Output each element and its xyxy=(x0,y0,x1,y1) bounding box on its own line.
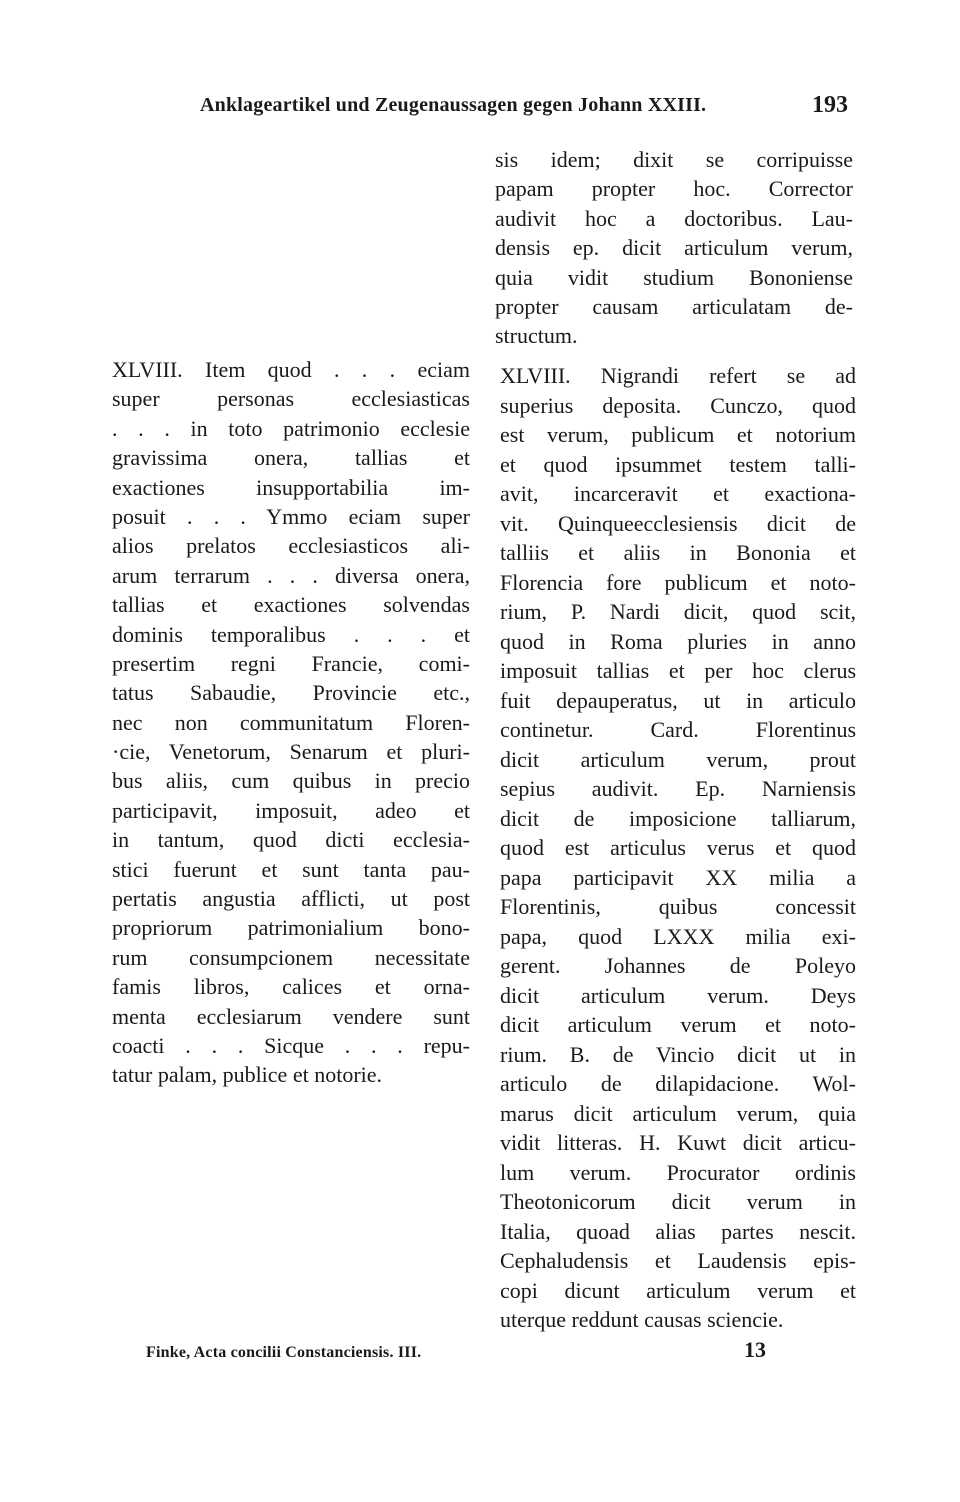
text-line: Theotonicorum dicit verum in xyxy=(500,1189,856,1214)
text-line: densis ep. dicit articulum verum, xyxy=(495,235,853,261)
text-line: dicit articulum verum, prout xyxy=(500,746,856,772)
text-line: tatus Sabaudie, Provincie etc., xyxy=(112,680,470,706)
text-line: rum consumpcionem necessitate xyxy=(112,944,470,970)
article-text-column xyxy=(112,355,470,1090)
text-line: quod in Roma pluries in anno xyxy=(500,628,856,654)
text-line: exactiones insupportabilia im- xyxy=(112,474,470,500)
text-line: . . . in toto patrimonio ecclesie xyxy=(112,415,470,441)
text-line: presertim regni Francie, comi- xyxy=(112,650,470,676)
text-line: structum. xyxy=(495,323,578,349)
text-line: dominis temporalibus . . . et xyxy=(112,621,470,647)
text-line: quod est articulus verus et quod xyxy=(500,835,856,860)
text-line: dicit de imposicione talliarum, xyxy=(500,805,856,831)
text-line: avit, incarceravit et exactiona- xyxy=(500,481,856,506)
text-line: arum terrarum . . . diversa onera, xyxy=(112,562,470,588)
text-line: et quod ipsummet testem talli- xyxy=(500,451,856,477)
text-line: Italia, quoad alias partes nescit. xyxy=(500,1218,856,1244)
text-line: tatur palam, publice et notorie. xyxy=(112,1062,383,1088)
text-line: gerent. Johannes de Poleyo xyxy=(500,953,856,978)
text-line: bus aliis, cum quibus in precio xyxy=(112,768,470,794)
text-line: papa participavit XX milia a xyxy=(500,864,856,890)
running-head: Anklageartikel und Zeugenaussagen gegen Johann XXIII. xyxy=(200,94,707,116)
text-line: sis idem; dixit se corripuisse xyxy=(495,147,853,172)
text-line: menta ecclesiarum vendere sunt xyxy=(112,1003,470,1029)
text-line: propter causam articulatam de- xyxy=(495,293,853,319)
text-line: vit. Quinqueecclesiensis dicit de xyxy=(500,510,856,536)
text-line: sepius audivit. Ep. Narniensis xyxy=(500,776,856,801)
right-column-continuation xyxy=(495,145,853,351)
text-line: rium, P. Nardi dicit, quod scit, xyxy=(500,599,856,624)
text-line: talliis et aliis in Bononia et xyxy=(500,540,856,565)
text-line: coacti . . . Sicque . . . repu- xyxy=(112,1032,470,1058)
text-line: uterque reddunt causas sciencie. xyxy=(500,1307,784,1332)
text-line: imposuit tallias et per hoc clerus xyxy=(500,658,856,683)
text-line: lum verum. Procurator ordinis xyxy=(500,1159,856,1185)
text-line: super personas ecclesiasticas xyxy=(112,386,470,412)
text-line: gravissima onera, tallias et xyxy=(112,445,470,471)
testimony-text-column xyxy=(500,361,856,1335)
text-line: pertatis angustia afflicti, ut post xyxy=(112,886,470,912)
text-line: in tantum, quod dicti ecclesia- xyxy=(112,827,470,853)
text-line: audivit hoc a doctoribus. Lau- xyxy=(495,205,853,231)
text-line: rium. B. de Vincio dicit ut in xyxy=(500,1041,856,1067)
text-line: Cephaludensis et Laudensis epis- xyxy=(500,1248,856,1273)
text-line: copi dicunt articulum verum et xyxy=(500,1277,856,1303)
text-line: propriorum patrimonialium bono- xyxy=(112,915,470,941)
text-line: Florencia fore publicum et noto- xyxy=(500,569,856,595)
text-line: papam propter hoc. Corrector xyxy=(495,176,853,202)
signature-mark: 13 xyxy=(744,1337,766,1362)
page-number: 193 xyxy=(812,92,848,118)
text-line: superius deposita. Cunczo, quod xyxy=(500,392,856,418)
text-line: stici fuerunt et sunt tanta pau- xyxy=(112,856,470,882)
text-line: marus dicit articulum verum, quia xyxy=(500,1100,856,1126)
text-line: continetur. Card. Florentinus xyxy=(500,717,856,742)
text-line: XLVIII. Item quod . . . eciam xyxy=(112,357,470,382)
text-line: dicit articulum verum et noto- xyxy=(500,1012,856,1037)
text-line: dicit articulum verum. Deys xyxy=(500,982,856,1008)
text-line: famis libros, calices et orna- xyxy=(112,974,470,1000)
text-line: vidit litteras. H. Kuwt dicit articu- xyxy=(500,1130,856,1155)
text-line: ·cie, Venetorum, Senarum et pluri- xyxy=(112,739,470,765)
text-line: posuit . . . Ymmo eciam super xyxy=(112,503,470,529)
text-line: fuit depauperatus, ut in articulo xyxy=(500,687,856,713)
text-line: papa, quod LXXX milia exi- xyxy=(500,923,856,949)
text-line: alios prelatos ecclesiasticos ali- xyxy=(112,533,470,559)
footer-citation: Finke, Acta concilii Constanciensis. III. xyxy=(146,1344,422,1361)
text-line: est verum, publicum et notorium xyxy=(500,422,856,447)
text-line: Florentinis, quibus concessit xyxy=(500,894,856,919)
text-line: XLVIII. Nigrandi refert se ad xyxy=(500,363,856,388)
text-line: participavit, imposuit, adeo et xyxy=(112,797,470,823)
text-line: quia vidit studium Bononiense xyxy=(495,264,853,290)
text-line: articulo de dilapidacione. Wol- xyxy=(500,1071,856,1096)
text-line: tallias et exactiones solvendas xyxy=(112,592,470,618)
text-line: nec non communitatum Floren- xyxy=(112,709,470,735)
